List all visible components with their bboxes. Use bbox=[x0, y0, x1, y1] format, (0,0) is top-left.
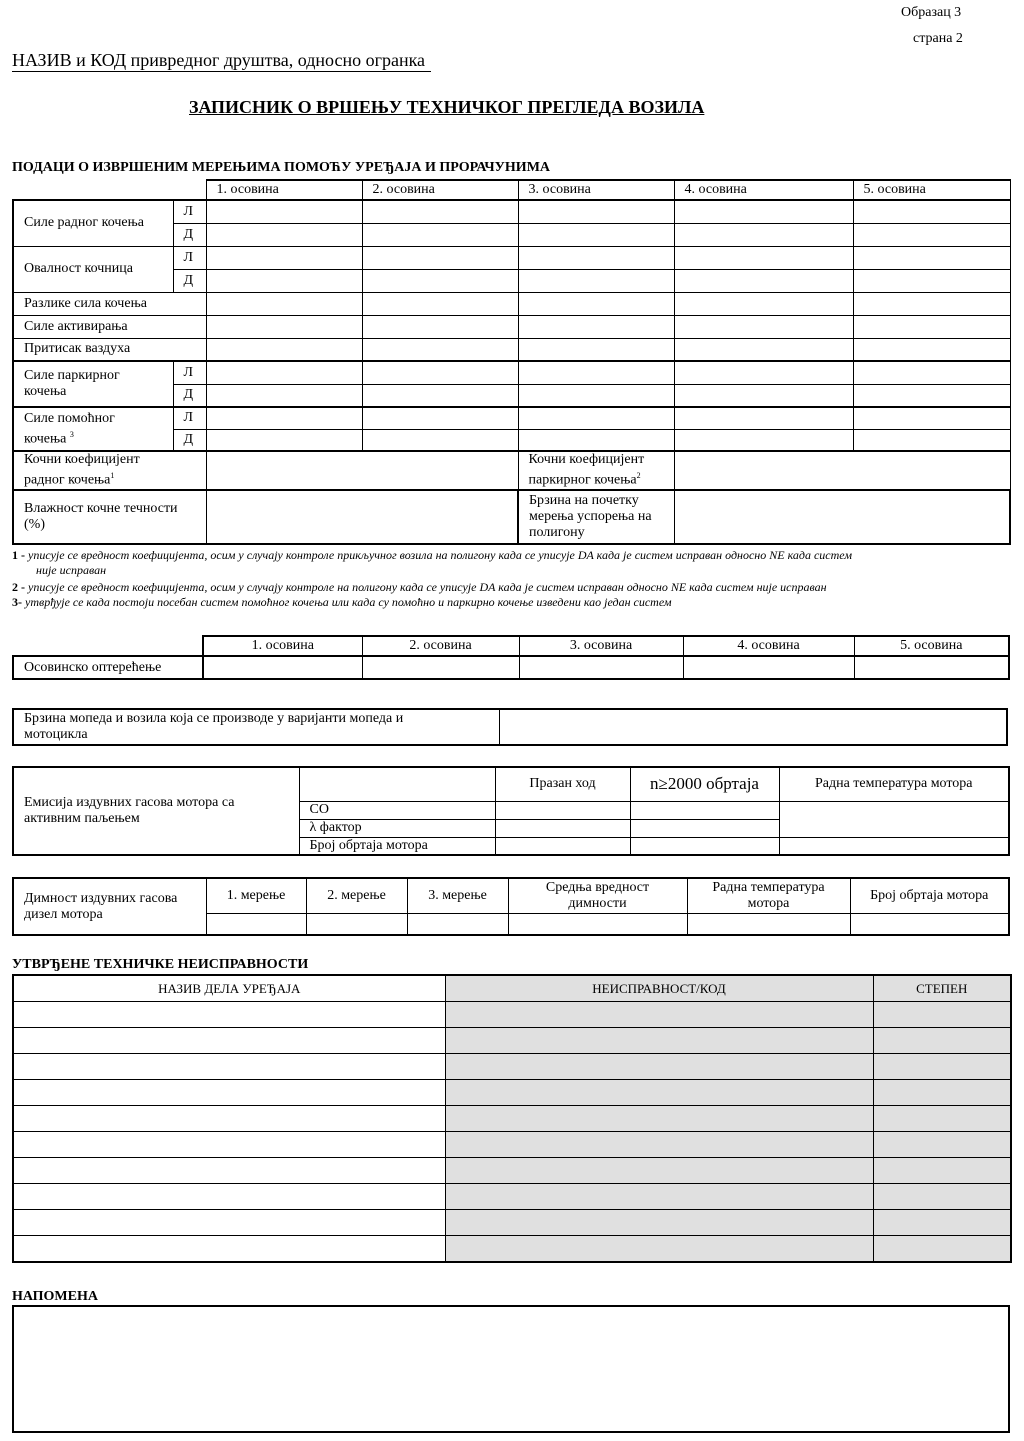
axle-load-label: Осовинско оптерећење bbox=[13, 656, 203, 679]
cell[interactable] bbox=[518, 384, 674, 407]
cell[interactable] bbox=[630, 837, 779, 855]
cell[interactable] bbox=[13, 1132, 445, 1158]
cell[interactable] bbox=[362, 361, 518, 384]
cell[interactable] bbox=[13, 1184, 445, 1210]
cell[interactable] bbox=[853, 223, 1010, 246]
cell[interactable] bbox=[683, 656, 854, 679]
co-label: CO bbox=[299, 801, 495, 819]
cell[interactable] bbox=[206, 292, 362, 315]
cell[interactable] bbox=[362, 223, 518, 246]
blank-cell bbox=[779, 837, 1009, 855]
cell[interactable] bbox=[630, 801, 779, 819]
table-row bbox=[13, 1210, 1011, 1236]
cell[interactable] bbox=[13, 1158, 445, 1184]
cell[interactable] bbox=[873, 1184, 1011, 1210]
coef-parking-value[interactable] bbox=[674, 451, 1010, 490]
parking-brake-label: Силе паркирног кочења bbox=[13, 361, 173, 407]
left-label: Л bbox=[173, 246, 206, 269]
moped-speed-label: Брзина мопеда и возила која се производе у варијанти мопеда и мотоцикла bbox=[13, 709, 499, 745]
cell[interactable] bbox=[674, 223, 853, 246]
cell[interactable] bbox=[445, 1054, 873, 1080]
cell[interactable] bbox=[518, 200, 674, 223]
cell[interactable] bbox=[13, 1210, 445, 1236]
moped-speed-value[interactable] bbox=[499, 709, 1007, 745]
cell[interactable] bbox=[508, 913, 687, 935]
cell[interactable] bbox=[674, 269, 853, 292]
cell[interactable] bbox=[362, 407, 518, 429]
cell[interactable] bbox=[674, 361, 853, 384]
cell[interactable] bbox=[873, 1080, 1011, 1106]
cell[interactable] bbox=[445, 1184, 873, 1210]
table-row bbox=[13, 1236, 1011, 1263]
cell[interactable] bbox=[445, 1132, 873, 1158]
footnote-1: 1 - уписује се вредност коефицијента, осим у случају контроле прикључног возила на полигону када се уписује DA када је систем исправан односно NE када систем bbox=[12, 548, 852, 562]
cell[interactable] bbox=[853, 269, 1010, 292]
cell[interactable] bbox=[206, 200, 362, 223]
rpm2000-header: n≥2000 обртаја bbox=[630, 767, 779, 801]
cell[interactable] bbox=[445, 1028, 873, 1054]
cell[interactable] bbox=[674, 246, 853, 269]
cell[interactable] bbox=[362, 656, 519, 679]
col-defect-code: НЕИСПРАВНОСТ/КОД bbox=[445, 975, 873, 1002]
table-row bbox=[13, 1132, 1011, 1158]
cell[interactable] bbox=[518, 246, 674, 269]
cell[interactable] bbox=[850, 913, 1009, 935]
cell[interactable] bbox=[13, 1002, 445, 1028]
axle-5-header: 5. осовина bbox=[854, 636, 1009, 656]
cell[interactable] bbox=[630, 819, 779, 837]
table-row bbox=[13, 1080, 1011, 1106]
measurements-table bbox=[12, 179, 1011, 545]
moped-table bbox=[12, 708, 1008, 746]
axle-1-header: 1. осовина bbox=[206, 180, 362, 200]
speed-start-label: Брзина на почетку мерења успорења на полигону bbox=[518, 490, 674, 544]
axle-1-header: 1. осовина bbox=[203, 636, 362, 656]
cell[interactable] bbox=[853, 361, 1010, 384]
cell[interactable] bbox=[445, 1080, 873, 1106]
cell[interactable] bbox=[362, 315, 518, 338]
smoke-table bbox=[12, 877, 1010, 936]
cell[interactable] bbox=[362, 269, 518, 292]
activation-label: Силе активирања bbox=[13, 315, 206, 338]
cell[interactable] bbox=[518, 338, 674, 361]
coef-parking-label: Кочни коефицијент паркирног кочења$^2$ bbox=[518, 451, 674, 490]
engine-temp-header: Радна температура мотора bbox=[687, 878, 850, 913]
cell[interactable] bbox=[445, 1210, 873, 1236]
table-row bbox=[13, 1028, 1011, 1054]
axle-2-header: 2. осовина bbox=[362, 180, 518, 200]
avg-smoke-header: Средња вредност димности bbox=[508, 878, 687, 913]
table-row bbox=[13, 1054, 1011, 1080]
cell[interactable] bbox=[518, 407, 674, 429]
measurements-title: ПОДАЦИ О ИЗВРШЕНИМ МЕРЕЊИМА ПОМОЋУ УРЕЂАЈА И ПРОРАЧУНИМА bbox=[12, 160, 551, 175]
table-row bbox=[13, 1002, 1011, 1028]
left-label: Л bbox=[173, 361, 206, 384]
cell[interactable] bbox=[518, 429, 674, 451]
coef-service-label: Кочни коефицијент радног кочења$^1$ bbox=[13, 451, 206, 490]
engine-rpm-header: Број обртаја мотора bbox=[850, 878, 1009, 913]
cell[interactable] bbox=[13, 1106, 445, 1132]
cell[interactable] bbox=[445, 1106, 873, 1132]
footnote-2: 2 - уписује се вредност коефицијента, осим у случају контроле на полигону када се уписује DA када је систем исправан односно NE када систем није исправан bbox=[12, 580, 827, 594]
measure-2-header: 2. мерење bbox=[306, 878, 407, 913]
cell[interactable] bbox=[873, 1106, 1011, 1132]
cell[interactable] bbox=[853, 292, 1010, 315]
left-label: Л bbox=[173, 200, 206, 223]
footnote-3: 3- утврђује се када постоји посебан систем помоћног кочења или када су помоћно и паркирно кочење изведени као један систем bbox=[12, 595, 672, 609]
cell[interactable] bbox=[854, 656, 1009, 679]
cell[interactable] bbox=[495, 837, 630, 855]
org-name-label: НАЗИВ и КОД привредног друштва, односно огранка bbox=[12, 50, 431, 72]
right-label: Д bbox=[173, 223, 206, 246]
cell[interactable] bbox=[206, 429, 362, 451]
cell[interactable] bbox=[206, 315, 362, 338]
emission-label: Емисија издувних гасова мотора са активним паљењем bbox=[13, 767, 299, 855]
cell[interactable] bbox=[206, 361, 362, 384]
cell[interactable] bbox=[873, 1236, 1011, 1263]
cell[interactable] bbox=[518, 223, 674, 246]
footnote-1-cont: није исправан bbox=[36, 563, 107, 577]
cell[interactable] bbox=[674, 338, 853, 361]
form-number: Образац 3 bbox=[901, 5, 962, 20]
cell[interactable] bbox=[13, 1080, 445, 1106]
cell[interactable] bbox=[206, 246, 362, 269]
col-part-name: НАЗИВ ДЕЛА УРЕЂАЈА bbox=[13, 975, 445, 1002]
cell[interactable] bbox=[13, 1236, 445, 1263]
cell[interactable] bbox=[362, 429, 518, 451]
right-label: Д bbox=[173, 384, 206, 407]
cell[interactable] bbox=[206, 223, 362, 246]
cell[interactable] bbox=[407, 913, 508, 935]
axle-4-header: 4. осовина bbox=[674, 180, 853, 200]
cell[interactable] bbox=[873, 1054, 1011, 1080]
page-title: ЗАПИСНИК О ВРШЕЊУ ТЕХНИЧКОГ ПРЕГЛЕДА ВОЗИЛА bbox=[189, 97, 705, 117]
cell[interactable] bbox=[518, 292, 674, 315]
page-number: страна 2 bbox=[913, 31, 963, 46]
cell[interactable] bbox=[206, 269, 362, 292]
cell[interactable] bbox=[362, 292, 518, 315]
rpm-label: Број обртаја мотора bbox=[299, 837, 495, 855]
smoke-label: Димност издувних гасова дизел мотора bbox=[13, 878, 206, 935]
remark-title: НАПОМЕНА bbox=[12, 1289, 98, 1304]
axle-5-header: 5. осовина bbox=[853, 180, 1010, 200]
emission-table bbox=[12, 766, 1010, 856]
cell[interactable] bbox=[674, 407, 853, 429]
cell[interactable] bbox=[873, 1132, 1011, 1158]
cell[interactable] bbox=[853, 338, 1010, 361]
cell[interactable] bbox=[362, 200, 518, 223]
cell[interactable] bbox=[445, 1002, 873, 1028]
remark-box[interactable] bbox=[12, 1305, 1010, 1433]
cell[interactable] bbox=[362, 246, 518, 269]
cell[interactable] bbox=[206, 338, 362, 361]
axle-3-header: 3. осовина bbox=[519, 636, 683, 656]
lambda-label: λ фактор bbox=[299, 819, 495, 837]
table-row bbox=[13, 1158, 1011, 1184]
engine-temp-value[interactable] bbox=[779, 801, 1009, 837]
cell[interactable] bbox=[362, 338, 518, 361]
cell[interactable] bbox=[519, 656, 683, 679]
cell[interactable] bbox=[853, 429, 1010, 451]
cell[interactable] bbox=[674, 315, 853, 338]
cell[interactable] bbox=[853, 407, 1010, 429]
engine-temp-header: Радна температура мотора bbox=[779, 767, 1009, 801]
cell[interactable] bbox=[518, 315, 674, 338]
cell[interactable] bbox=[873, 1028, 1011, 1054]
right-label: Д bbox=[173, 269, 206, 292]
cell[interactable] bbox=[206, 384, 362, 407]
cell[interactable] bbox=[674, 384, 853, 407]
ovality-label: Овалност кочница bbox=[13, 246, 173, 292]
cell[interactable] bbox=[873, 1158, 1011, 1184]
axle-4-header: 4. осовина bbox=[683, 636, 854, 656]
blank-cell bbox=[299, 767, 495, 801]
speed-start-value[interactable] bbox=[674, 490, 1010, 544]
cell[interactable] bbox=[518, 269, 674, 292]
force-diff-label: Разлике сила кочења bbox=[13, 292, 206, 315]
defects-table bbox=[12, 974, 1012, 1263]
air-pressure-label: Притисак ваздуха bbox=[13, 338, 206, 361]
table-row bbox=[13, 1106, 1011, 1132]
col-degree: СТЕПЕН bbox=[873, 975, 1011, 1002]
cell[interactable] bbox=[362, 384, 518, 407]
coef-service-value[interactable] bbox=[206, 451, 518, 490]
cell[interactable] bbox=[445, 1158, 873, 1184]
cell[interactable] bbox=[306, 913, 407, 935]
cell[interactable] bbox=[445, 1236, 873, 1263]
cell[interactable] bbox=[873, 1002, 1011, 1028]
table-row bbox=[13, 1184, 1011, 1210]
axle-2-header: 2. осовина bbox=[362, 636, 519, 656]
cell[interactable] bbox=[853, 315, 1010, 338]
axle-3-header: 3. осовина bbox=[518, 180, 674, 200]
cell[interactable] bbox=[495, 819, 630, 837]
cell[interactable] bbox=[206, 913, 306, 935]
cell[interactable] bbox=[495, 801, 630, 819]
axle-load-table bbox=[12, 635, 1010, 680]
right-label: Д bbox=[173, 429, 206, 451]
fluid-moisture-label: Влажност кочне течности (%) bbox=[13, 490, 206, 544]
cell[interactable] bbox=[853, 384, 1010, 407]
cell[interactable] bbox=[853, 200, 1010, 223]
cell[interactable] bbox=[873, 1210, 1011, 1236]
measure-3-header: 3. мерење bbox=[407, 878, 508, 913]
cell[interactable] bbox=[674, 200, 853, 223]
aux-brake-label: Силе помоћног кочења $^3$ bbox=[13, 407, 173, 451]
left-label: Л bbox=[173, 407, 206, 429]
cell[interactable] bbox=[206, 407, 362, 429]
measure-1-header: 1. мерење bbox=[206, 878, 306, 913]
cell[interactable] bbox=[674, 292, 853, 315]
cell[interactable] bbox=[203, 656, 362, 679]
cell[interactable] bbox=[13, 1028, 445, 1054]
service-brake-label: Силе радног кочења bbox=[13, 200, 173, 246]
cell[interactable] bbox=[518, 361, 674, 384]
cell[interactable] bbox=[674, 429, 853, 451]
cell[interactable] bbox=[13, 1054, 445, 1080]
fluid-moisture-value[interactable] bbox=[206, 490, 518, 544]
cell[interactable] bbox=[687, 913, 850, 935]
cell[interactable] bbox=[853, 246, 1010, 269]
defects-title: УТВРЂЕНЕ ТЕХНИЧКЕ НЕИСПРАВНОСТИ bbox=[12, 957, 309, 972]
idle-header: Празан ход bbox=[495, 767, 630, 801]
